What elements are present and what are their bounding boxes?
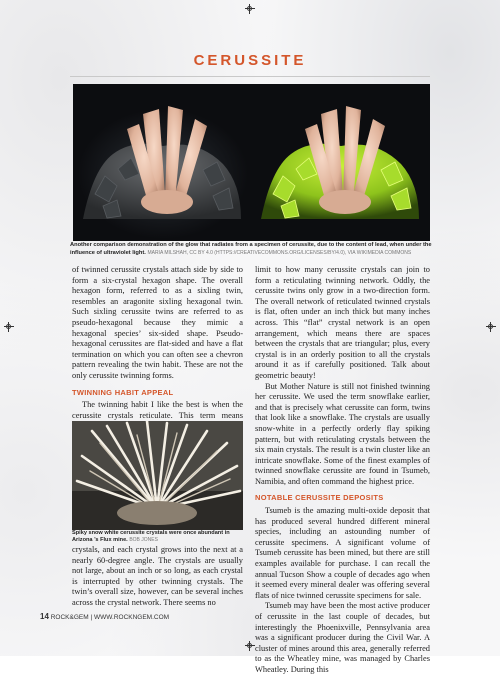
page-title: CERUSSITE (193, 52, 307, 69)
figure-1-credit: MARIA MILSHAH, CC BY 4.0 (HTTPS://CREATIVECOMMONS.ORG/LICENSES/BY/4.0), VIA WIKIMEDIA COMMONS (147, 249, 412, 256)
paragraph: But Mother Nature is still not finished twinning her cerussite. We used the term snowflake earlier, and that is precisely what cerussite can form, twins that look like a snowflake. The crystals are usually snow-white in a perfectly orderly flay spiking pattern, but with reticulating crystals between the six main crystals. The result is a twin cluster like an intricate snowflake. Some of the finest examples of twinned snowflake cerussite are found in Tsumeb, Namibia, and often command the highest price. (255, 381, 430, 486)
paragraph: Tsumeb may have been the most active producer of cerussite in the last couple of decades, but interestingly the Phoenixville, Pennsylvania area was a significant producer during the Civil War. A cluster of mines around this area, generally referred to as the Wheatley mine, was managed by Charles Wheatley. During this (255, 601, 430, 674)
figure-2-credit: BOB JONES (129, 537, 158, 543)
footer-separator: | (90, 614, 93, 621)
magazine-website: WWW.ROCKNGEM.COM (93, 614, 170, 621)
registration-mark-top (245, 4, 255, 14)
figure-1-caption-text: Another comparison demonstration of the glow that radiates from a specimen of cerussite, due to the content of lead, when under the influence of ultraviolet light. (70, 242, 432, 256)
section-heading-twinning: TWINNING HABIT APPEAL (72, 387, 174, 397)
paragraph: The twinning habit I like the best is when the cerussite crystals reticulate. This term means (72, 400, 243, 420)
article-column-left (72, 265, 243, 443)
figure-2-caption-text: Spiky snow white cerussite crystals were once abundant in Arizona ’s Flux mine. (72, 530, 230, 543)
cerussite-spiky-crystals-photo (72, 421, 243, 530)
page-footer (40, 612, 169, 621)
article-column-left-continued (72, 545, 243, 609)
magazine-name: ROCK&GEM (50, 614, 89, 621)
specimen-comparison-photo (73, 84, 430, 241)
paragraph: Tsumeb is the amazing multi-oxide deposit that has produced several hundred different mineral species, including an astounding number of cerussite specimens. A significant volume of Tsumeb cerussite has been mined, but there are still examples available for purchase. I can recall the annual Tucson Show a couple of decades ago when it seemed every mineral dealer was offering several flats of nice twinned cerussite specimens for sale. (255, 506, 430, 600)
page-number: 14 (40, 612, 49, 621)
article-column-right (255, 265, 430, 676)
registration-mark-left (4, 322, 14, 332)
spiky-crystals-illustration (72, 421, 243, 530)
registration-mark-bottom (245, 641, 255, 651)
registration-mark-right (486, 322, 496, 332)
title-rule (70, 76, 430, 77)
figure-1-caption (70, 242, 440, 257)
specimen-comparison-illustration (73, 84, 430, 241)
paragraph: of twinned cerussite crystals attach side by side to form a six-crystal hexagon shape. The overall hexagon form, referred to as a sixling twin, resembles an aragonite sixling hexagonal twin. Such sixling cerussite twins are referred to as pseudo-hexagonal because they mimic a hexagonal species’ six-sided shape. Pseudo-hexagonal cerussites are flat-sided and have a flat termination on which you can often see a chevron pattern revealing the twin habit. These are not the only cerussite twinning forms. (72, 265, 243, 380)
paragraph: limit to how many cerussite crystals can join to form a reticulating twinning network. Oddly, the cerussite twins only grow in a two-direction form. The overall network of reticulated twinned crystals is flat, often under an inch thick but many inches across. This “flat” crystal network is an open arrangement, which means there are spaces between the crystals that are triangular; plus, every crystal is in an orderly position to all the crystals around it as if carefully positioned. Talk about geometric beauty! (255, 265, 430, 380)
section-heading-deposits: NOTABLE CERUSSITE DEPOSITS (255, 493, 384, 503)
paragraph: crystals, and each crystal grows into the next at a nearly 60-degree angle. The crystals are usually not large, about an inch or so long, as each crystal is interrupted by other twinning crystals. The twin’s overall size, however, can be several inches across the crystal network. There seems no (72, 545, 243, 607)
figure-2-caption (72, 530, 243, 544)
